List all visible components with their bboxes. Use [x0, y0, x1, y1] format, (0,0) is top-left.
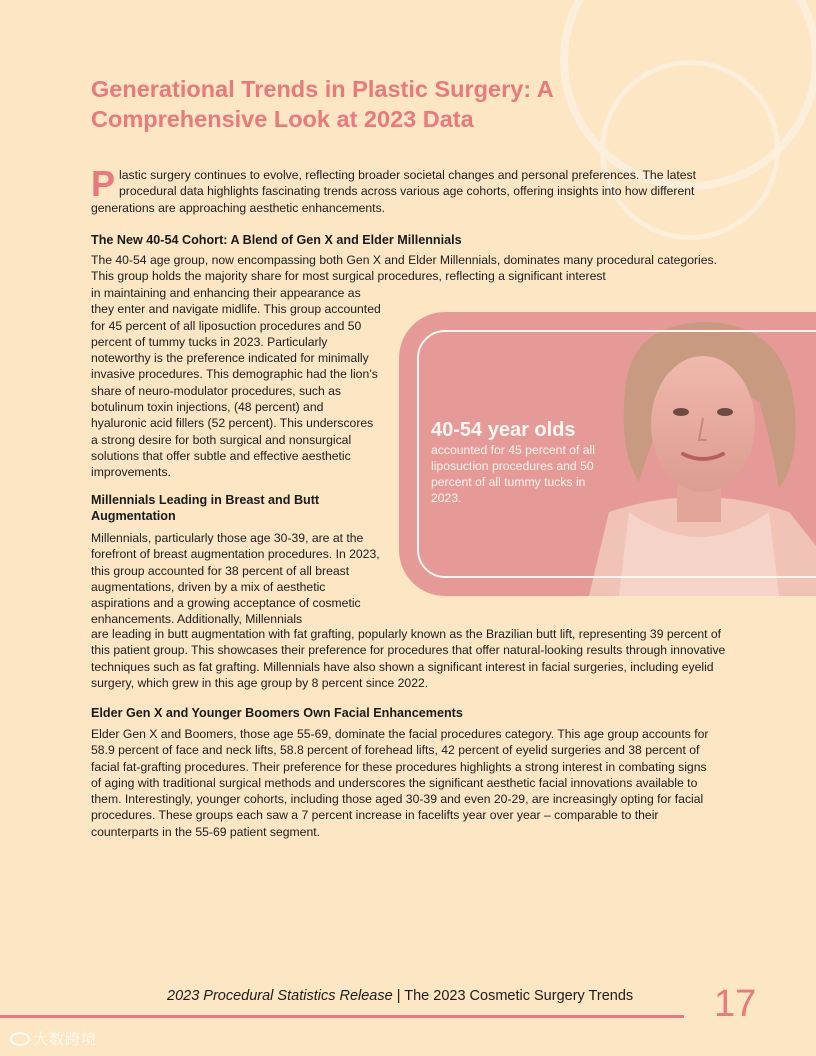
section2-body-narrow: Millennials, particularly those age 30-39, are at the forefront of breast augmentation procedures. In 2023, this group accounted for 38 percent of all breast augmentations, driven by a mix of aesthetic aspirations and a growing acceptance of cosmetic enhancements. Additionally, Millennials: [91, 531, 380, 627]
section-heading-millennials: Millennials Leading in Breast and Butt Augmentation: [91, 493, 320, 523]
footer-separator: |: [392, 988, 405, 1004]
section3-body: Elder Gen X and Boomers, those age 55-69, dominate the facial procedures category. This age group accounts for 58.9 percent of face and neck lifts, 58.8 percent of forehead lifts, 42 percent of eyelid surgeries and 38 percent of facial fat-grafting procedures. Their preference for these procedures highlights a strong interest in combating signs of aging with traditional surgical methods and underscores the significant aesthetic facial innovations available to them. Interestingly, younger cohorts, including those aged 30-39 and even 20-29, are increasingly opting for facial procedures. These groups each saw a 7 percent increase in facelifts year over year – comparable to their counterparts in the 55-69 patient segment.: [91, 727, 709, 839]
footer-divider: [0, 1015, 684, 1018]
section-heading-gen-x-boomers: Elder Gen X and Younger Boomers Own Facial Enhancements: [91, 706, 463, 720]
section1-body-narrow: in maintaining and enhancing their appearance as they enter and navigate midlife. This group accounted for 45 percent of all liposuction procedures and 50 percent of tummy tucks in 2023. Particularly noteworthy is the preference indicated for minimally invasive procedures. This demographic had the lion’s share of neuro-modulator procedures, such as botulinum toxin injections, (48 percent) and hyaluronic acid fillers (52 percent). This underscores a strong desire for both surgical and nonsurgical solutions that offer subtle and effective aesthetic improvements.: [91, 286, 381, 480]
page-title: Generational Trends in Plastic Surgery: A Comprehensive Look at 2023 Data: [91, 76, 553, 132]
watermark-logo-icon: [10, 1032, 30, 1046]
section2-body-full: are leading in butt augmentation with fat grafting, popularly known as the Brazilian butt lift, representing 39 percent of this patient group. This showcases their preference for procedures that offer natural-looking results through innovative techniques such as fat grafting. Millennials have also shown a significant interest in facial surgeries, including eyelid surgery, which grew in this age group by 8 percent since 2022.: [91, 627, 726, 690]
callout-box: [399, 312, 816, 596]
footer-report-title: The 2023 Cosmetic Surgery Trends: [404, 988, 634, 1004]
callout-text: accounted for 45 percent of all liposuction procedures and 50 percent of all tummy tucks in 2023.: [431, 443, 595, 505]
page-number: 17: [714, 983, 757, 1025]
intro-text: lastic surgery continues to evolve, reflecting broader societal changes and personal preferences. The latest procedural data highlights fascinating trends across various age cohorts, offering insights into how different generations are approaching aesthetic enhancements.: [91, 168, 696, 215]
intro-paragraph: [91, 163, 711, 216]
section-heading-40-54: The New 40-54 Cohort: A Blend of Gen X and Elder Millennials: [91, 233, 462, 247]
watermark: [10, 1028, 97, 1049]
drop-cap: P: [91, 163, 116, 204]
watermark-text: 大数跨境: [33, 1031, 98, 1048]
callout-heading: 40-54 year olds: [431, 419, 576, 441]
section1-body-full: The 40-54 age group, now encompassing both Gen X and Elder Millennials, dominates many procedural categories. This group holds the majority share for most surgical procedures, reflecting a significant interest: [91, 253, 717, 284]
footer-caption: [167, 988, 687, 1004]
footer-release-title: 2023 Procedural Statistics Release: [167, 988, 393, 1004]
